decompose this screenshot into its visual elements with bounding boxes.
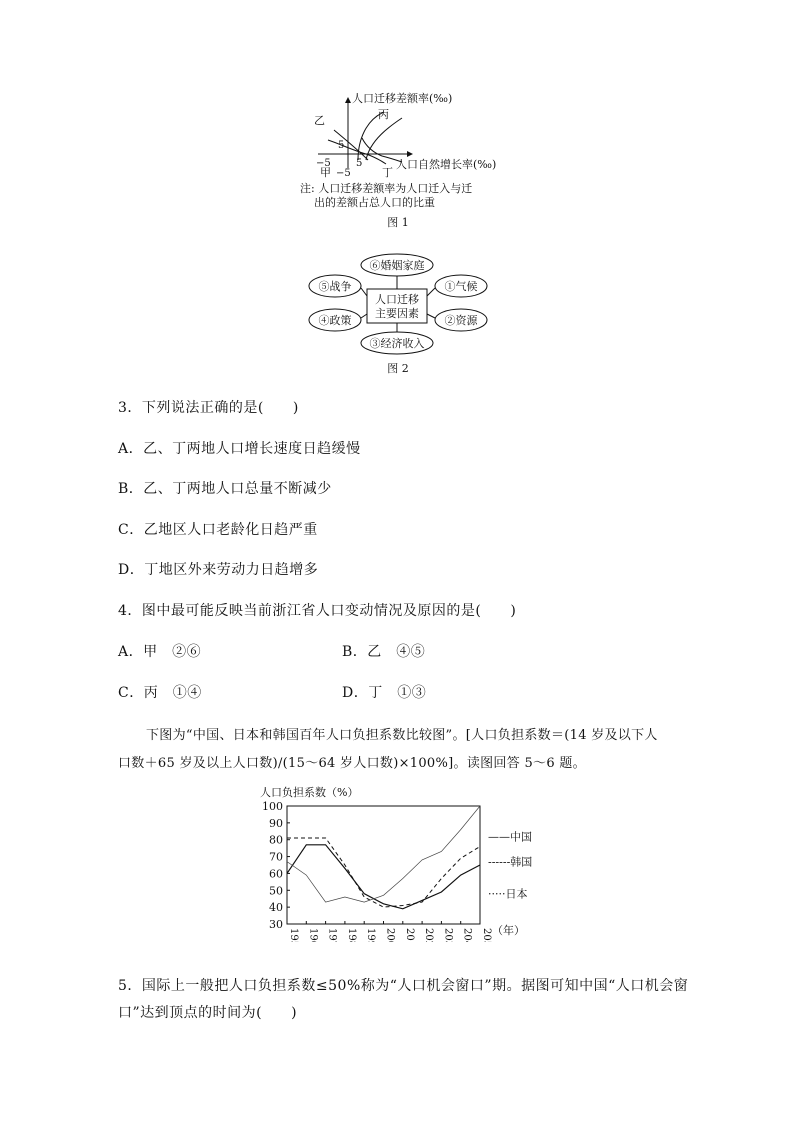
figure-1-caption: 图 1 — [387, 216, 409, 229]
q5-line-2: 口”达到顶点的时间为( ) — [118, 1005, 298, 1021]
x-axis-label: 人口自然增长率(‰) — [396, 158, 497, 171]
connector-right-lower — [427, 314, 435, 318]
x-axis-unit: （年） — [492, 924, 525, 937]
q4-stem: 4．图中最可能反映当前浙江省人口变动情况及原因的是( ) — [118, 603, 517, 619]
chart-svg — [250, 782, 550, 942]
tick-xneg5: −5 — [316, 158, 331, 169]
dependency-ratio-chart — [250, 782, 550, 942]
legend-entry: ------韩国 — [488, 855, 533, 869]
y-tick-label: 30 — [269, 918, 283, 931]
note-line-1: 注: 人口迁移差额率为人口迁入与迁 — [300, 182, 473, 195]
factor-left-lower: ④政策 — [318, 314, 352, 327]
factor-left-upper: ⑤战争 — [318, 280, 352, 293]
label-yi: 乙 — [314, 114, 325, 127]
y-tick-label: 50 — [269, 884, 283, 898]
factor-right-upper: ①气候 — [444, 280, 478, 293]
y-tick-label: 60 — [269, 867, 283, 881]
figure-2-diagram — [300, 252, 500, 362]
q3-option-d[interactable]: D．丁地区外来劳动力日趋增多 — [118, 562, 319, 578]
tick-y5: 5 — [338, 140, 345, 151]
series-solid-line — [287, 845, 480, 909]
x-tick-label: 2020 — [423, 928, 435, 942]
legend-entry: ·····日本 — [488, 887, 528, 901]
plot-frame — [287, 806, 480, 924]
center-line-2: 主要因素 — [375, 307, 419, 320]
q4-option-b[interactable]: B．乙 ④⑤ — [342, 644, 426, 660]
series-dashed-line — [287, 838, 480, 907]
label-bing: 丙 — [378, 108, 389, 121]
q3-option-b[interactable]: B．乙、丁两地人口总量不断减少 — [118, 481, 332, 497]
series-thin-line — [287, 806, 480, 902]
intro-line-1: 下图为“中国、日本和韩国百年人口负担系数比较图”。[人口负担系数＝(14 岁及以下人 — [146, 728, 658, 743]
x-tick-label: 2040 — [461, 928, 473, 942]
q4-option-a[interactable]: A．甲 ②⑥ — [118, 644, 202, 660]
figure-1-note — [300, 182, 510, 210]
factor-top: ⑥婚姻家庭 — [369, 259, 425, 272]
tick-x5: 5 — [356, 158, 363, 169]
x-tick-label: 2000 — [384, 928, 396, 942]
label-ding: 丁 — [382, 166, 393, 179]
center-line-1: 人口迁移 — [375, 293, 419, 306]
x-tick-label: 1950 — [288, 928, 299, 942]
factor-right-lower: ②资源 — [444, 314, 478, 327]
figure-2-caption: 图 2 — [387, 362, 409, 375]
x-tick-label: 2030 — [442, 928, 454, 942]
figure-1 — [300, 90, 510, 230]
connector-right-upper — [427, 288, 435, 296]
x-tick-label: 1990 — [365, 928, 377, 942]
tick-yneg5: −5 — [336, 168, 351, 179]
q4-option-d[interactable]: D．丁 ①③ — [342, 685, 427, 701]
connector-left-lower — [361, 314, 367, 318]
note-line-2: 出的差额占总人口的比重 — [314, 196, 435, 209]
y-tick-label: 80 — [269, 833, 283, 847]
legend-entry: ——中国 — [488, 830, 532, 844]
y-tick-label: 40 — [269, 901, 283, 915]
x-tick-label: 1960 — [307, 928, 319, 942]
y-tick-label: 70 — [269, 850, 283, 864]
y-tick-label: 100 — [262, 800, 283, 813]
x-tick-label: 1970 — [326, 928, 338, 942]
x-tick-label: 2010 — [403, 928, 415, 942]
q3-option-a[interactable]: A．乙、丁两地人口增长速度日趋缓慢 — [118, 441, 361, 457]
q5-line-1: 5．国际上一般把人口负担系数≤50%称为“人口机会窗口”期。据图可知中国“人口机会窗 — [118, 978, 689, 994]
intro-line-2: 口数＋65 岁及以上人口数)/(15～64 岁人口数)×100%]。读图回答 5～6 题。 — [118, 756, 586, 771]
y-tick-label: 90 — [269, 816, 283, 830]
x-tick-label: 1980 — [345, 928, 357, 942]
y-axis-label: 人口迁移差额率(‰) — [352, 92, 453, 105]
q3-stem: 3．下列说法正确的是( ) — [118, 400, 299, 416]
x-tick-label: 2050 — [481, 928, 492, 942]
connector-left-upper — [361, 288, 367, 296]
factor-bottom: ③经济收入 — [369, 337, 425, 350]
figure-2 — [300, 252, 500, 376]
chart-title: 人口负担系数（%） — [260, 786, 359, 799]
q4-option-c[interactable]: C．丙 ①④ — [118, 685, 202, 701]
label-jia: 甲 — [320, 166, 331, 179]
q3-option-c[interactable]: C．乙地区人口老龄化日趋严重 — [118, 522, 318, 538]
